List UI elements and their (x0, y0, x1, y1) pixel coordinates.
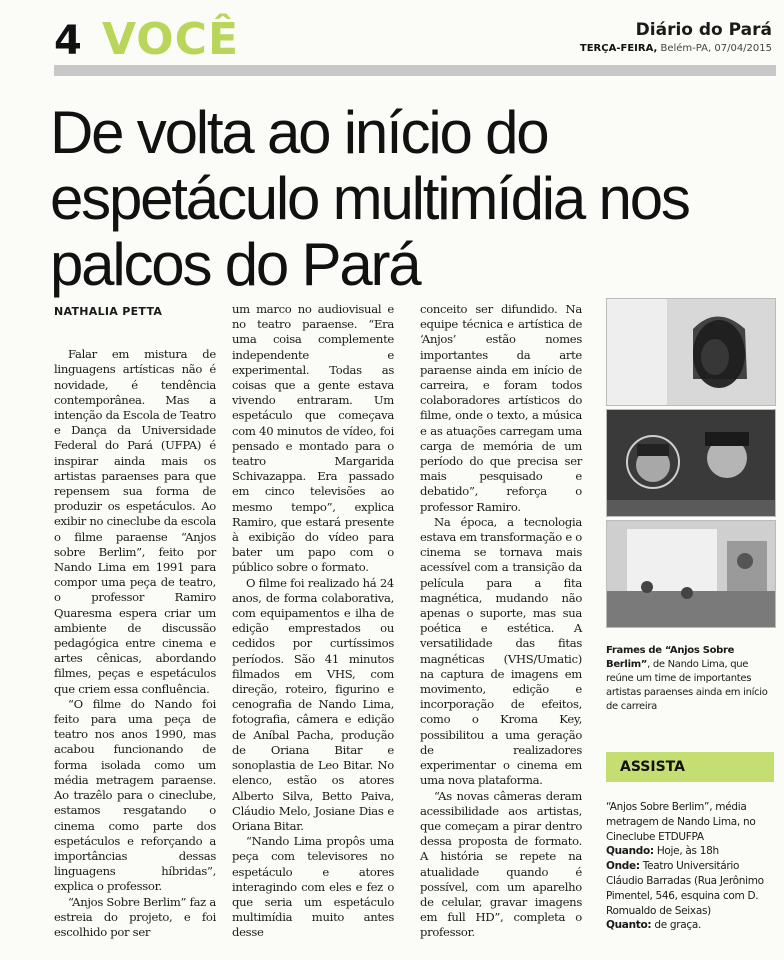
paragraph: “Anjos Sobre Berlim” faz a estreia do projeto, e foi escolhido por ser (54, 894, 216, 939)
event-info (606, 800, 778, 933)
place-date: Belém-PA, 07/04/2015 (657, 43, 772, 54)
caption-text: , de Nando Lima, que reúne um time de importantes artistas paraenses ainda em início de carreira (606, 659, 768, 712)
paragraph: “Nando Lima propôs uma peça com televisores no espetáculo e atores interagindo com eles e fez o que seria um espetáculo multimídia muito antes desse (232, 834, 394, 940)
section-title: VOCÊ (102, 14, 240, 65)
where-label: Onde: (606, 860, 640, 873)
caption-title: Frames de “Anjos Sobre Berlim” (606, 645, 735, 670)
page-header (0, 0, 784, 80)
header-rule (54, 65, 776, 76)
when-value: Hoje, às 18h (653, 845, 719, 858)
article-column-1 (54, 304, 216, 940)
event-description: “Anjos Sobre Berlim”, média metragem de Nando Lima, no Cineclube ETDUFPA (606, 801, 756, 843)
page-number: 4 (54, 18, 82, 64)
article-column-3 (420, 302, 582, 941)
paragraph: conceito ser difundido. Na equipe técnica e artística de ‘Anjos’ estão nomes importantes da arte paraense ainda em início de carreira, e foram todos colaboradores artísticos do filme, onde o texto, a música e as atuações carregam uma carga de memória de um período do que precisa ser mais pesquisado e debatido”, reforça o professor Ramiro. (420, 302, 582, 514)
photo-caption (606, 644, 776, 714)
event-where (606, 859, 778, 918)
dateline (580, 43, 772, 54)
assista-banner (606, 752, 774, 782)
paragraph: O filme foi realizado há 24 anos, de forma colaborativa, com equipamentos e ilha de edição emprestados ou cedidos por curtíssimos períodos. São 41 minutos filmados em VHS, com direção, roteiro, figurino e cenografia de Nando Lima, fotografia, câmera e edição de Aníbal Pacha, produção de Oriana Bitar e sonoplastia de Leo Bitar. No elenco, estão os atores Alberto Silva, Betto Paiva, Cláudio Melo, Josiane Dias e Oriana Bitar. (232, 575, 394, 833)
paragraph: Falar em mistura de linguagens artísticas não é novidade, é tendência contemporânea. Mas a intenção da Escola de Teatro e Dança da Universidade Federal do Pará (UFPA) é inspirar ainda mais os artistas paraenses para que repensem sua forma de produzir os espetáculos. Ao exibir no cineclube da escola o filme paraense “Anjos sobre Berlim”, feito por Nando Lima em 1991 para compor uma peça de teatro, o professor Ramiro Quaresma espera criar um ambiente de discussão pedagógica entre cinema e artes cênicas, abordando filmes, peças e espetáculos que criem essa confluência. (54, 347, 216, 696)
event-price (606, 918, 778, 933)
newspaper-name: Diário do Pará (635, 20, 772, 40)
film-frames (606, 298, 776, 631)
assista-label: ASSISTA (620, 759, 685, 775)
event-when (606, 844, 778, 859)
paragraph: “As novas câmeras deram acessibilidade aos artistas, que começam a pirar dentro dessa proposta de formato. A história se repete na atualidade quando é possível, com um aparelho de celular, gravar imagens em full HD”, completa o professor. (420, 788, 582, 940)
when-label: Quando: (606, 845, 654, 858)
headline: De volta ao início do espetáculo multimídia nos palcos do Pará (50, 99, 689, 298)
film-frame-photo (606, 409, 776, 517)
paragraph: Na época, a tecnologia estava em transformação e o cinema se tornava mais acessível com a transição da película para a fita magnética, mudando não apenas o suporte, mas sua poética e estética. A versatilidade das fitas magnéticas (VHS/Umatic) na captura de imagens em movimento, edição e incorporação de efeitos, como o Kroma Key, possibilitou a uma geração de realizadores experimentar o cinema em uma nova plataforma. (420, 514, 582, 788)
weekday: TERÇA-FEIRA, (579, 43, 658, 54)
price-label: Quanto: (606, 919, 652, 932)
where-value: Teatro Universitário Cláudio Barradas (Rua Jerônimo Pimentel, 546, esquina com D. Romualdo de Seixas) (606, 860, 764, 917)
byline: NATHALIA PETTA (54, 305, 163, 318)
paragraph: um marco no audiovisual e no teatro paraense. “Era uma coisa complemente independente e experimental. Todas as coisas que a gente estava vivendo entraram. Um espetáculo que começava com 40 minutos de vídeo, foi pensado e montado para o teatro Margarida Schivazappa. Era passado em cinco televisões ao mesmo tempo”, explica Ramiro, que estará presente à exibição do vídeo para bater um papo com o público sobre o formato. (232, 302, 394, 575)
paragraph: “O filme do Nando foi feito para uma peça de teatro nos anos 1990, mas acabou funcionando de forma isolada como um média metragem paraense. Ao trazêlo para o cineclube, estamos resgatando o cinema como parte dos espetáculos e reforçando a importâncias dessas linguagens híbridas”, explica o professor. (54, 696, 216, 894)
article-column-2 (232, 302, 394, 941)
film-frame-photo (606, 520, 776, 628)
price-value: de graça. (651, 919, 702, 932)
film-frame-photo (606, 298, 776, 406)
